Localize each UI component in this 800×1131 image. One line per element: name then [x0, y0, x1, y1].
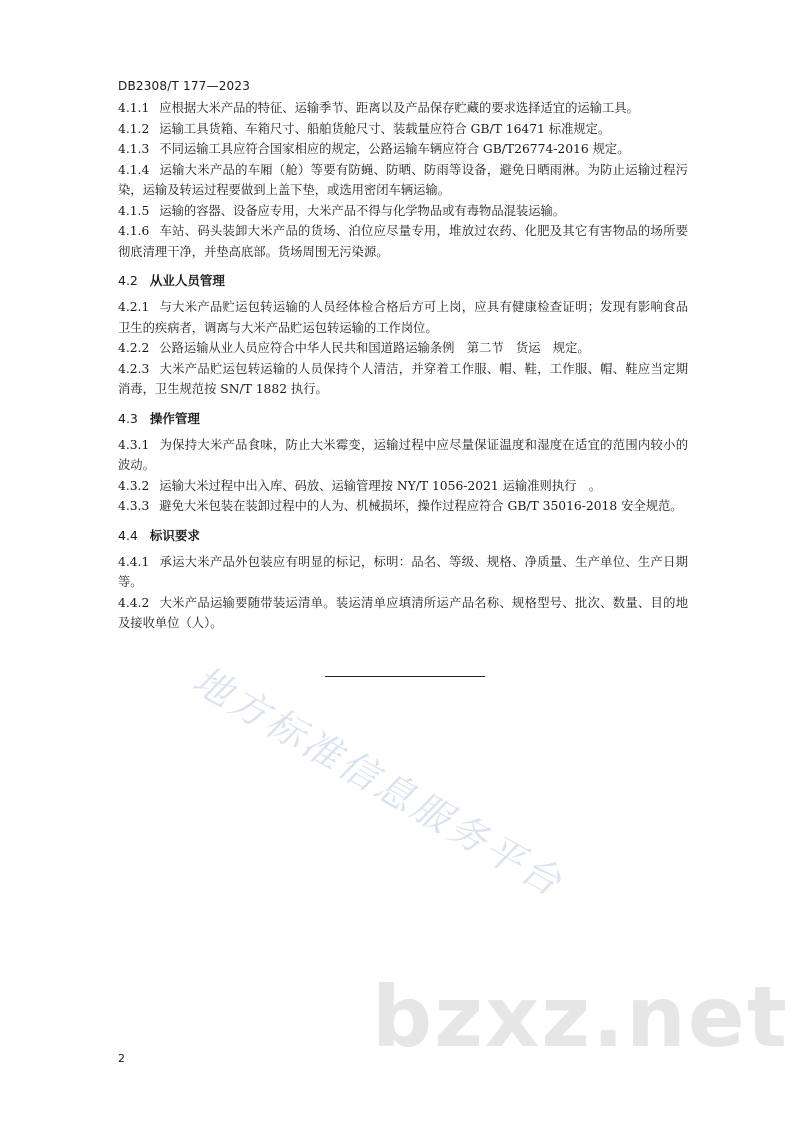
clause-text: 应根据大米产品的特征、运输季节、距离以及产品保存贮藏的要求选择适宜的运输工具。	[159, 101, 639, 115]
clause-number: 4.3.1	[118, 437, 150, 452]
clause-number: 4.1.5	[118, 203, 150, 218]
clause-4-3-3	[118, 496, 688, 517]
clause-text: 承运大米产品外包装应有明显的标记，标明：品名、等级、规格、净质量、生产单位、生产日期等。	[118, 554, 688, 589]
clause-text: 大米产品贮运包转运输的人员保持个人清洁，并穿着工作服、帽、鞋，工作服、帽、鞋应当定期消毒，卫生规范按 SN/T 1882 执行。	[118, 361, 688, 396]
clause-text: 车站、码头装卸大米产品的货场、泊位应尽量专用，堆放过农药、化肥及其它有害物品的场所要彻底清理干净，并垫高底部。货场周围无污染源。	[118, 224, 688, 259]
clause-4-2-3	[118, 359, 688, 400]
clause-text: 避免大米包装在装卸过程中的人为、机械损坏，操作过程应符合 GB/T 35016-2018 安全规范。	[159, 499, 683, 513]
clause-number: 4.3.2	[118, 478, 150, 493]
section-heading-4-2	[118, 271, 688, 291]
document-code: DB2308/T 177—2023	[118, 79, 251, 93]
section-heading-4-3	[118, 409, 688, 429]
section-heading-4-4	[118, 526, 688, 546]
clause-4-4-1	[118, 552, 688, 593]
clause-4-1-1	[118, 98, 688, 119]
clause-4-2-1	[118, 297, 688, 338]
end-divider	[325, 676, 485, 677]
clause-number: 4.2.2	[118, 341, 150, 355]
clause-4-1-3	[118, 139, 688, 160]
clause-number: 4.1.4	[118, 162, 150, 177]
clause-number: 4.1.3	[118, 142, 150, 156]
clause-4-1-4	[118, 160, 688, 201]
section-title: 操作管理	[149, 410, 200, 426]
clause-text: 运输大米过程中出入库、码放、运输管理按 NY/T 1056-2021 运输准则执行 。	[159, 478, 602, 493]
page-number: 2	[118, 1052, 125, 1065]
clause-text: 与大米产品贮运包转运输的人员经体检合格后方可上岗，应具有健康检查证明；发现有影响食品卫生的疾病者，调离与大米产品贮运包转运输的工作岗位。	[118, 300, 688, 335]
clause-text: 为保持大米产品食味，防止大米霉变，运输过程中应尽量保证温度和湿度在适宜的范围内较小的波动。	[118, 437, 688, 472]
clause-4-1-6	[118, 221, 688, 262]
clause-4-2-2	[118, 338, 688, 359]
clause-number: 4.4.2	[118, 595, 150, 610]
clause-number: 4.4.1	[118, 554, 150, 569]
section-title: 标识要求	[149, 527, 200, 543]
watermark-text: 地方标准信息服务平台	[185, 657, 572, 906]
clause-number: 4.3.3	[118, 499, 150, 513]
clause-4-4-2	[118, 593, 688, 634]
clause-number: 4.1.2	[118, 121, 150, 136]
clause-text: 运输大米产品的车厢（舱）等要有防蝇、防晒、防雨等设备，避免日晒雨淋。为防止运输过程污染，运输及转运过程要做到上盖下垫，或选用密闭车辆运输。	[118, 162, 688, 197]
clause-4-3-1	[118, 435, 688, 476]
section-title: 从业人员管理	[149, 273, 225, 288]
clause-text: 公路运输从业人员应符合中华人民共和国道路运输条例 第二节 货运 规定。	[159, 341, 590, 355]
section-number: 4.2	[118, 273, 138, 288]
clause-4-3-2	[118, 476, 688, 497]
clause-number: 4.1.1	[118, 101, 150, 115]
clause-number: 4.2.1	[118, 300, 150, 314]
section-number: 4.4	[118, 527, 138, 543]
clause-4-1-5	[118, 201, 688, 222]
clause-4-1-2	[118, 119, 688, 140]
document-body	[118, 98, 688, 634]
clause-text: 大米产品运输要随带装运清单。装运清单应填清所运产品名称、规格型号、批次、数量、目的地及接收单位（人）。	[118, 595, 688, 630]
clause-number: 4.1.6	[118, 224, 150, 238]
watermark-site: bzxz.net	[372, 968, 789, 1066]
clause-text: 运输的容器、设备应专用，大米产品不得与化学物品或有毒物品混装运输。	[159, 203, 566, 218]
clause-text: 不同运输工具应符合国家相应的规定，公路运输车辆应符合 GB/T26774-2016 规定。	[159, 142, 630, 156]
clause-text: 运输工具货箱、车箱尺寸、船舶货舱尺寸、装载量应符合 GB/T 16471 标准规定。	[159, 121, 611, 136]
clause-number: 4.2.3	[118, 361, 150, 376]
section-number: 4.3	[118, 410, 138, 426]
